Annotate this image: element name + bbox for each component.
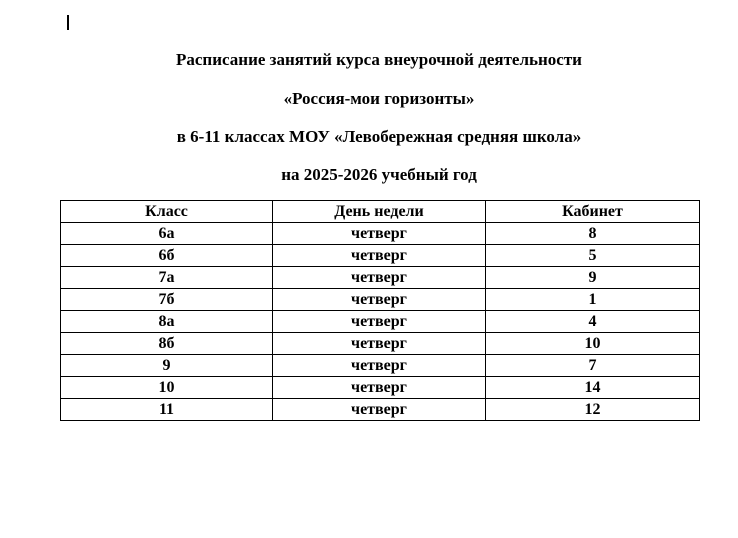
cell-weekday: четверг [273, 333, 486, 355]
title-line-3: в 6-11 классах МОУ «Левобережная средняя школа» [176, 127, 582, 146]
cell-class: 9 [61, 355, 273, 377]
cell-class: 7б [61, 289, 273, 311]
cell-class: 6а [61, 223, 273, 245]
table-row [61, 267, 700, 289]
table-row [61, 355, 700, 377]
cell-class: 8б [61, 333, 273, 355]
table-header-row [61, 201, 700, 223]
cell-class: 11 [61, 399, 273, 421]
schedule-table [60, 200, 700, 421]
cell-class: 7а [61, 267, 273, 289]
cell-room: 14 [486, 377, 700, 399]
cell-room: 10 [486, 333, 700, 355]
cell-room: 7 [486, 355, 700, 377]
table-row [61, 333, 700, 355]
cell-room: 9 [486, 267, 700, 289]
cell-weekday: четверг [273, 223, 486, 245]
cell-weekday: четверг [273, 311, 486, 333]
cell-class: 10 [61, 377, 273, 399]
table-row [61, 399, 700, 421]
text-cursor [67, 15, 69, 30]
table-row [61, 377, 700, 399]
cell-weekday: четверг [273, 377, 486, 399]
cell-weekday: четверг [273, 289, 486, 311]
title-line-4: на 2025-2026 учебный год [281, 165, 477, 184]
table-row [61, 245, 700, 267]
cell-room: 4 [486, 311, 700, 333]
cell-weekday: четверг [273, 267, 486, 289]
table-row [61, 289, 700, 311]
table-row [61, 311, 700, 333]
table-row [61, 223, 700, 245]
cell-weekday: четверг [273, 355, 486, 377]
cell-room: 5 [486, 245, 700, 267]
cell-room: 1 [486, 289, 700, 311]
header-room: Кабинет [486, 201, 700, 223]
cell-room: 8 [486, 223, 700, 245]
title-line-1: Расписание занятий курса внеурочной деятельности [176, 50, 582, 69]
header-weekday: День недели [273, 201, 486, 223]
cell-room: 12 [486, 399, 700, 421]
cell-class: 8а [61, 311, 273, 333]
cell-weekday: четверг [273, 245, 486, 267]
cell-weekday: четверг [273, 399, 486, 421]
title-line-2: «Россия-мои горизонты» [283, 89, 475, 108]
header-class: Класс [61, 201, 273, 223]
cell-class: 6б [61, 245, 273, 267]
